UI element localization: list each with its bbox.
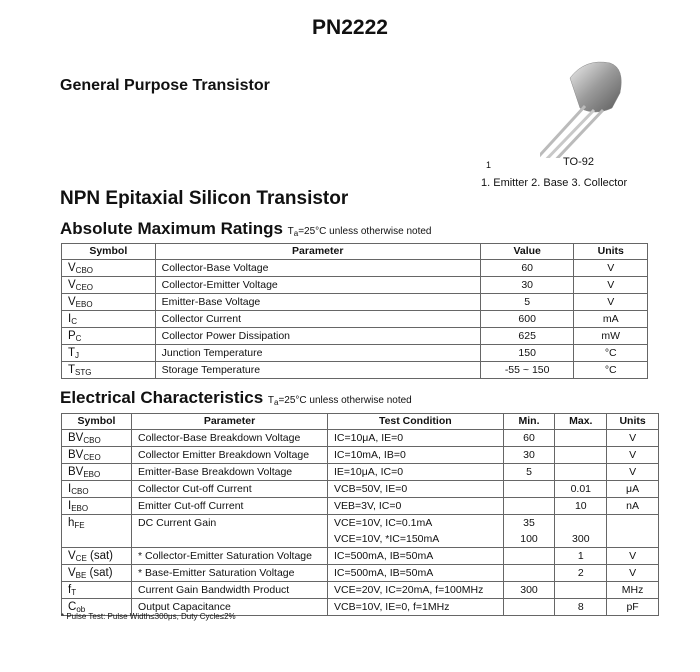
- test-condition-cell: VCE=10V, IC=0.1mA: [328, 515, 504, 532]
- header-value: Value: [480, 244, 574, 260]
- symbol-suffix: (sat): [86, 550, 113, 562]
- symbol-cell: [62, 481, 132, 498]
- parameter-cell: Output Capacitance: [132, 599, 328, 616]
- symbol-cell: [62, 582, 132, 599]
- parameter-cell: Current Gain Bandwidth Product: [132, 582, 328, 599]
- symbol-subscript: CBO: [83, 436, 101, 445]
- symbol-cell: [62, 294, 156, 311]
- max-cell: [555, 582, 607, 599]
- symbol-cell: [62, 447, 132, 464]
- symbol-suffix: (sat): [86, 567, 113, 579]
- pin1-marker: 1: [486, 160, 492, 170]
- parameter-cell: Collector-Base Breakdown Voltage: [132, 430, 328, 447]
- unit-cell: °C: [574, 345, 648, 362]
- header-parameter: Parameter: [132, 414, 328, 430]
- table-row: [62, 531, 659, 548]
- test-condition-cell: VCE=20V, IC=20mA, f=100MHz: [328, 582, 504, 599]
- unit-cell: V: [607, 565, 659, 582]
- symbol-subscript: CEO: [83, 453, 101, 462]
- unit-cell: nA: [607, 498, 659, 515]
- table-row: [62, 260, 648, 277]
- table-row: [62, 294, 648, 311]
- unit-cell: V: [574, 294, 648, 311]
- symbol-letter: f: [68, 584, 72, 596]
- max-cell: 10: [555, 498, 607, 515]
- pin-description: 1. Emitter 2. Base 3. Collector: [481, 177, 628, 189]
- symbol-cell: [62, 311, 156, 328]
- symbol-letter: V: [68, 279, 76, 291]
- max-cell: 2: [555, 565, 607, 582]
- amr-condition: $T_a=25^\circ C$ unless otherwise noted: [287, 226, 432, 238]
- symbol-letter: BV: [68, 449, 84, 461]
- value-cell: 5: [480, 294, 574, 311]
- table-row: [62, 362, 648, 379]
- parameter-cell: DC Current Gain: [132, 515, 328, 532]
- symbol-letter: BV: [68, 432, 84, 444]
- value-cell: -55 ~ 150: [480, 362, 574, 379]
- electrical-characteristics-table: [61, 413, 659, 616]
- test-condition-cell: VEB=3V, IC=0: [328, 498, 504, 515]
- unit-cell: [607, 515, 659, 532]
- min-cell: [503, 548, 555, 565]
- parameter-cell: Junction Temperature: [155, 345, 480, 362]
- document-subtitle: General Purpose Transistor: [60, 77, 270, 94]
- symbol-cell: [62, 515, 132, 532]
- symbol-cell: [62, 548, 132, 565]
- unit-cell: mW: [574, 328, 648, 345]
- max-cell: [555, 447, 607, 464]
- symbol-cell: [62, 362, 156, 379]
- symbol-subscript: FE: [74, 521, 85, 530]
- symbol-cell: [62, 498, 132, 515]
- header-parameter: Parameter: [155, 244, 480, 260]
- parameter-cell: Emitter-Base Breakdown Voltage: [132, 464, 328, 481]
- parameter-cell: [132, 531, 328, 548]
- header-units: Units: [574, 244, 648, 260]
- symbol-cell: [62, 464, 132, 481]
- max-cell: [555, 430, 607, 447]
- parameter-cell: Collector Current: [155, 311, 480, 328]
- max-cell: 8: [555, 599, 607, 616]
- parameter-cell: Storage Temperature: [155, 362, 480, 379]
- symbol-letter: I: [68, 483, 72, 495]
- parameter-cell: Emitter-Base Voltage: [155, 294, 480, 311]
- symbol-subscript: J: [75, 351, 80, 360]
- min-cell: 60: [503, 430, 555, 447]
- footnote: * Pulse Test: Pulse Width≤300μs, Duty Cycle≤2%: [61, 612, 236, 621]
- max-cell: [555, 464, 607, 481]
- ec-condition: $T_a=25^\circ C$ unless otherwise noted: [267, 395, 412, 407]
- test-condition-cell: IC=10μA, IE=0: [328, 430, 504, 447]
- document-title: PN2222: [312, 16, 388, 39]
- symbol-cell: [62, 565, 132, 582]
- symbol-cell: [62, 531, 132, 548]
- max-cell: 1: [555, 548, 607, 565]
- symbol-letter: h: [68, 517, 75, 529]
- symbol-letter: BV: [68, 466, 84, 478]
- test-condition-cell: VCB=50V, IE=0: [328, 481, 504, 498]
- symbol-cell: [62, 430, 132, 447]
- value-cell: 625: [480, 328, 574, 345]
- symbol-subscript: C: [71, 317, 77, 326]
- min-cell: [503, 481, 555, 498]
- min-cell: 300: [503, 582, 555, 599]
- unit-cell: V: [607, 464, 659, 481]
- symbol-subscript: CBO: [75, 266, 94, 275]
- symbol-cell: [62, 328, 156, 345]
- table-row: [62, 582, 659, 599]
- symbol-cell: [62, 277, 156, 294]
- symbol-subscript: C: [75, 334, 82, 343]
- package-name: TO-92: [563, 156, 594, 168]
- min-cell: 5: [503, 464, 555, 481]
- min-cell: [503, 599, 555, 616]
- parameter-cell: Collector-Base Voltage: [155, 260, 480, 277]
- test-condition-cell: IE=10μA, IC=0: [328, 464, 504, 481]
- amr-title: Absolute Maximum Ratings: [60, 219, 283, 238]
- unit-cell: V: [607, 430, 659, 447]
- max-cell: [555, 515, 607, 532]
- test-condition-cell: IC=500mA, IB=50mA: [328, 548, 504, 565]
- header-test-condition: Test Condition: [328, 414, 504, 430]
- test-condition-cell: VCE=10V, *IC=150mA: [328, 531, 504, 548]
- min-cell: [503, 565, 555, 582]
- table-row: [62, 481, 659, 498]
- table-row: [62, 277, 648, 294]
- table-row: [62, 430, 659, 447]
- value-cell: 60: [480, 260, 574, 277]
- symbol-subscript: EBO: [75, 300, 93, 309]
- table-row: [62, 464, 659, 481]
- table-row: [62, 328, 648, 345]
- table-row: [62, 311, 648, 328]
- header-symbol: Symbol: [62, 244, 156, 260]
- symbol-cell: [62, 260, 156, 277]
- table-row: [62, 498, 659, 515]
- max-cell: 0.01: [555, 481, 607, 498]
- min-cell: 100: [503, 531, 555, 548]
- unit-cell: mA: [574, 311, 648, 328]
- symbol-letter: V: [68, 550, 76, 562]
- value-cell: 30: [480, 277, 574, 294]
- parameter-cell: Collector Emitter Breakdown Voltage: [132, 447, 328, 464]
- symbol-letter: I: [68, 500, 72, 512]
- symbol-letter: V: [68, 296, 76, 308]
- symbol-subscript: EBO: [71, 504, 89, 513]
- table-row: [62, 447, 659, 464]
- symbol-subscript: ob: [76, 605, 86, 614]
- amr-section-title: [60, 219, 431, 239]
- symbol-subscript: CE: [75, 554, 87, 563]
- test-condition-cell: IC=500mA, IB=50mA: [328, 565, 504, 582]
- table-header-row: [62, 244, 648, 260]
- min-cell: 30: [503, 447, 555, 464]
- test-condition-cell: IC=10mA, IB=0: [328, 447, 504, 464]
- unit-cell: MHz: [607, 582, 659, 599]
- min-cell: [503, 498, 555, 515]
- to92-package-image: [540, 48, 640, 158]
- header-max: Max.: [555, 414, 607, 430]
- ec-title: Electrical Characteristics: [60, 388, 264, 407]
- ec-section-title: [60, 388, 412, 408]
- table-row: [62, 345, 648, 362]
- symbol-letter: T: [68, 347, 76, 359]
- unit-cell: pF: [607, 599, 659, 616]
- test-condition-cell: VCB=10V, IE=0, f=1MHz: [328, 599, 504, 616]
- unit-cell: μA: [607, 481, 659, 498]
- symbol-subscript: EBO: [83, 470, 101, 479]
- symbol-subscript: CBO: [71, 487, 89, 496]
- symbol-letter: V: [68, 262, 76, 274]
- table-row: [62, 515, 659, 532]
- symbol-subscript: CEO: [75, 283, 94, 292]
- unit-cell: [607, 531, 659, 548]
- absolute-max-ratings-table: [61, 243, 648, 379]
- header-symbol: Symbol: [62, 414, 132, 430]
- unit-cell: V: [607, 548, 659, 565]
- symbol-letter: V: [68, 567, 76, 579]
- max-cell: 300: [555, 531, 607, 548]
- table-row: [62, 548, 659, 565]
- unit-cell: V: [607, 447, 659, 464]
- symbol-subscript: STG: [75, 368, 92, 377]
- symbol-subscript: T: [71, 588, 77, 597]
- symbol-letter: P: [68, 330, 76, 342]
- symbol-letter: I: [68, 313, 72, 325]
- symbol-cell: [62, 345, 156, 362]
- header-min: Min.: [503, 414, 555, 430]
- unit-cell: V: [574, 260, 648, 277]
- parameter-cell: * Collector-Emitter Saturation Voltage: [132, 548, 328, 565]
- device-heading: NPN Epitaxial Silicon Transistor: [60, 188, 349, 209]
- parameter-cell: Emitter Cut-off Current: [132, 498, 328, 515]
- parameter-cell: Collector Power Dissipation: [155, 328, 480, 345]
- unit-cell: °C: [574, 362, 648, 379]
- value-cell: 150: [480, 345, 574, 362]
- parameter-cell: Collector Cut-off Current: [132, 481, 328, 498]
- symbol-letter: C: [68, 601, 77, 613]
- symbol-subscript: BE: [75, 571, 87, 580]
- header-units: Units: [607, 414, 659, 430]
- parameter-cell: * Base-Emitter Saturation Voltage: [132, 565, 328, 582]
- symbol-letter: T: [68, 364, 76, 376]
- table-header-row: [62, 414, 659, 430]
- unit-cell: V: [574, 277, 648, 294]
- value-cell: 600: [480, 311, 574, 328]
- table-row: [62, 565, 659, 582]
- parameter-cell: Collector-Emitter Voltage: [155, 277, 480, 294]
- min-cell: 35: [503, 515, 555, 532]
